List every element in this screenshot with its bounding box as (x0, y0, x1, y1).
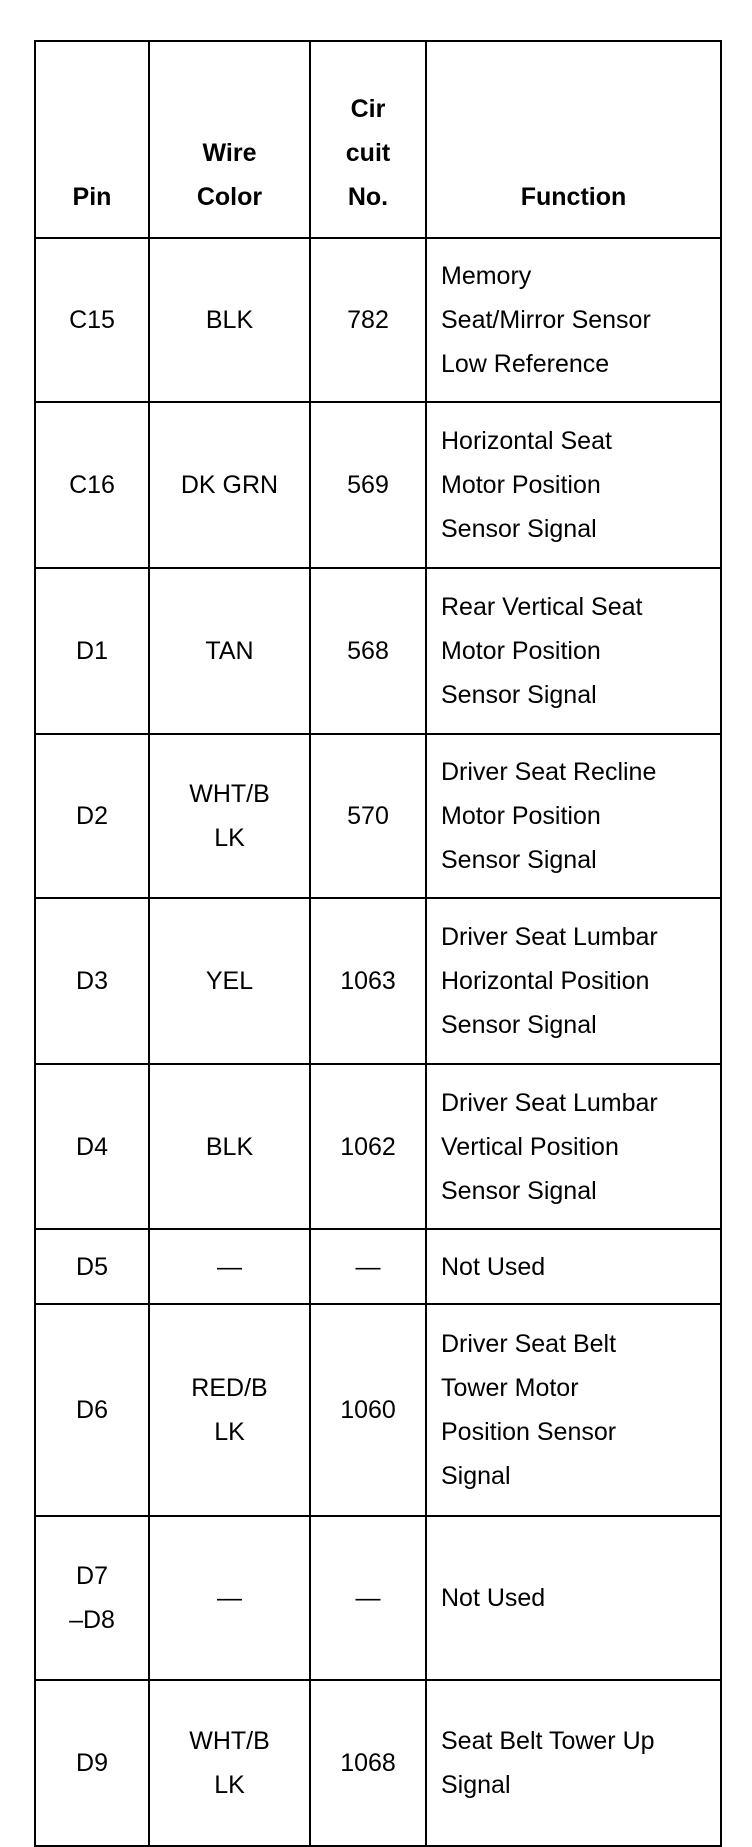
table-row (35, 568, 721, 734)
wire-color-cell: WHT/B LK (149, 1680, 310, 1846)
circuit-no-cell: — (310, 1229, 426, 1304)
circuit-no-cell: 1063 (310, 898, 426, 1064)
header-circuit-no: Cir cuit No. (310, 41, 426, 238)
circuit-no-cell: 782 (310, 238, 426, 402)
pin-cell: C16 (35, 402, 149, 568)
pin-cell: D7 –D8 (35, 1516, 149, 1680)
pin-cell: D6 (35, 1304, 149, 1516)
function-cell: Driver Seat Lumbar Vertical Position Sensor Signal (426, 1064, 721, 1229)
circuit-no-cell: 570 (310, 734, 426, 898)
function-cell: Memory Seat/Mirror Sensor Low Reference (426, 238, 721, 402)
pin-cell: D5 (35, 1229, 149, 1304)
table-row (35, 1680, 721, 1846)
wire-color-cell: DK GRN (149, 402, 310, 568)
function-cell: Horizontal Seat Motor Position Sensor Signal (426, 402, 721, 568)
pin-cell: D3 (35, 898, 149, 1064)
function-cell: Rear Vertical Seat Motor Position Sensor Signal (426, 568, 721, 734)
wire-color-cell: TAN (149, 568, 310, 734)
table-row (35, 1229, 721, 1304)
function-cell: Not Used (426, 1229, 721, 1304)
header-function: Function (426, 41, 721, 238)
function-cell: Not Used (426, 1516, 721, 1680)
circuit-no-cell: 568 (310, 568, 426, 734)
circuit-no-cell: 1068 (310, 1680, 426, 1846)
function-cell: Driver Seat Recline Motor Position Sensor Signal (426, 734, 721, 898)
wire-color-cell: — (149, 1516, 310, 1680)
wire-color-cell: — (149, 1229, 310, 1304)
table-row (35, 1516, 721, 1680)
header-row (35, 41, 721, 238)
circuit-no-cell: 1060 (310, 1304, 426, 1516)
header-pin: Pin (35, 41, 149, 238)
wire-color-cell: WHT/B LK (149, 734, 310, 898)
wire-color-cell: BLK (149, 238, 310, 402)
pin-cell: D4 (35, 1064, 149, 1229)
header-wire-color: Wire Color (149, 41, 310, 238)
circuit-no-cell: 1062 (310, 1064, 426, 1229)
function-cell: Driver Seat Lumbar Horizontal Position Sensor Signal (426, 898, 721, 1064)
circuit-no-cell: 569 (310, 402, 426, 568)
pin-cell: D1 (35, 568, 149, 734)
table-row (35, 898, 721, 1064)
wire-color-cell: BLK (149, 1064, 310, 1229)
wire-color-cell: RED/B LK (149, 1304, 310, 1516)
function-cell: Driver Seat Belt Tower Motor Position Sensor Signal (426, 1304, 721, 1516)
table-row (35, 1064, 721, 1229)
circuit-no-cell: — (310, 1516, 426, 1680)
pin-cell: D2 (35, 734, 149, 898)
table-row (35, 238, 721, 402)
table-row (35, 1304, 721, 1516)
pinout-table (34, 40, 722, 1847)
pin-cell: C15 (35, 238, 149, 402)
pin-cell: D9 (35, 1680, 149, 1846)
pinout-table-container (34, 40, 722, 1847)
table-row (35, 402, 721, 568)
function-cell: Seat Belt Tower Up Signal (426, 1680, 721, 1846)
table-row (35, 734, 721, 898)
wire-color-cell: YEL (149, 898, 310, 1064)
